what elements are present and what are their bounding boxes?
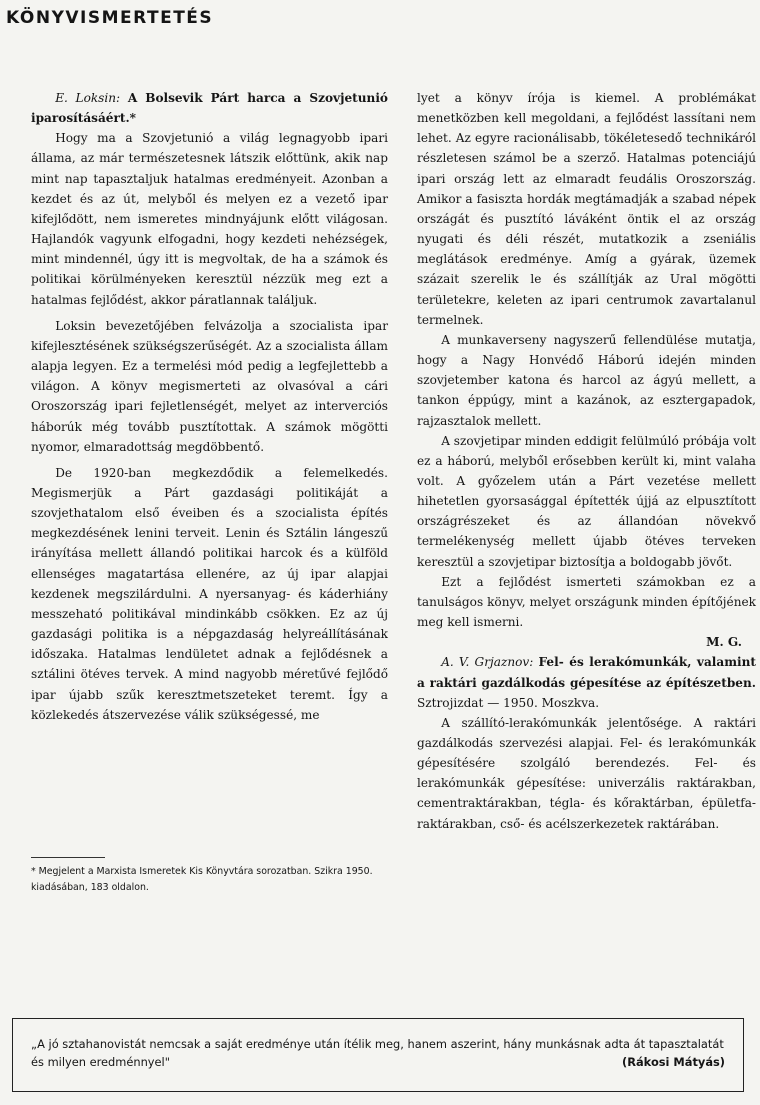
section-heading: KÖNYVISMERTETÉS bbox=[6, 8, 214, 28]
left-column bbox=[31, 88, 388, 725]
review1-paragraph-5: A szovjetipar minden eddigit felülmúló próbája volt ez a háború, melyből erősebben került ki, mint valaha volt. A győzelem után a Párt vezetése mellett hihetetlen gyorsasággal építették újjá az elpusztított országrészeket és az állandóan növekvő termelékenység mellett újabb ötéves terveken keresztül a szovjetipar biztosítja a boldogabb jövőt. bbox=[417, 433, 756, 569]
review1-paragraph-2: Loksin bevezetőjében felvázolja a szocialista ipar kifejlesztésének szükségszerűségét. Az a szocialista állam alapja legyen. Ez a termelési mód pedig a legfejlettebb a világon. A könyv megismerteti az olvasóval a cári Oroszország ipari fejletlenségét, melyet az interverciós háborúk még tovább pusztítottak. A számok mögötti nyomor, elmaradottság megdöbbentő. bbox=[31, 318, 388, 454]
quote-source: (Rákosi Mátyás) bbox=[622, 1055, 725, 1069]
review1-paragraph-1: Hogy ma a Szovjetunió a világ legnagyobb ipari állama, az már természetesnek látszik előttünk, akik nap mint nap tapasztaljuk hatalmas eredményeit. Azonban a kezdet és az út, melyből és melyen ez a vezető ipar kifejlődött, nem ismeretes mindnyájunk előtt világosan. Hajlandók vagyunk elfogadni, hogy kezdeti nehézségek, mint mindennél, úgy itt is megvoltak, de ha a számok és politikai körülményeken keresztül nézzük meg ezt a hatalmas fejlődést, akkor páratlannak találjuk. bbox=[31, 131, 388, 307]
right-column bbox=[417, 88, 756, 834]
review1-title: A Bolsevik Párt harca a Szovjetunió iparosításáért.* bbox=[31, 91, 388, 126]
quote-box bbox=[12, 1018, 744, 1092]
review1-paragraph-3-continued: lyet a könyv írója is kiemel. A problémákat menetközben kell megoldani, a fejlődést lassítani nem lehet. Az egyre racionálisabb, tökéletesedő technikáról részletesen számol be a szerző. Hatalmas potenciájú ipari ország lett az elmaradt feudális Oroszország. Amikor a fasiszta hordák megtámadják a szabad népek országát és pusztító láváként öntik el az ország nyugati és déli részét, mutatkozik a zseniális meglátások eredménye. Amíg a gyárak, üzemek százait szerelik le és szállítják az Ural mögötti területekre, keleten az ipari centrumok zavartalanul termelnek. bbox=[417, 91, 756, 327]
review1-heading bbox=[31, 88, 388, 128]
review2-paragraph-1: A szállító-lerakómunkák jelentősége. A raktári gazdálkodás szervezési alapjai. Fel- és lerakómunkák gépesítésére szolgáló berendezés. Fel- és lerakómunkák gépesítése: univerzális raktárakban, cementraktárakban, tégla- és kőraktárban, épületfa-raktárakban, cső- és acélszerkezetek raktárában. bbox=[417, 715, 756, 831]
review1-signature: M. G. bbox=[706, 635, 742, 650]
review1-paragraph-4: A munkaverseny nagyszerű fellendülése mutatja, hogy a Nagy Honvédő Háború idején minden szovjetember katona és harcol az ágyú mellett, a tankon éppúgy, mint a kazánok, az esztergapadok, rajzasztalok mellett. bbox=[417, 332, 756, 428]
review1-author: E. Loksin: bbox=[55, 91, 121, 105]
review2-author: A. V. Grjaznov: bbox=[441, 655, 534, 670]
review1-paragraph-3-text: De 1920-ban megkezdődik a felemelkedés. Megismerjük a Párt gazdasági politikáját a szovjethatalom első éveiben és a szocialista építés megkezdésének lenini terveit. Lenin és Sztálin lángeszű irányítása mellett állandó politikai harcok és a külföld ellenséges magatartása ellenére, az új ipar alapjai kezdenek megszilárdulni. A nyersanyag- és káderhiány messzeható politikával mindinkább csökken. Ez az új gazdasági politika is a népgazdaság helyreállításának időszaka. Hatalmas lendületet adnak a fejlődésnek a sztálini ötéves tervek. A mind nagyobb méretűvé fejlődő ipar újabb szűk keresztmetszeteket teremt. Így a közlekedés átszervezése válik szükségessé, me bbox=[31, 465, 388, 722]
review2-publisher: Sztrojizdat — 1950. Moszkva. bbox=[417, 695, 600, 710]
review2-heading bbox=[417, 652, 756, 712]
review1-paragraph-3 bbox=[31, 463, 388, 725]
review2-title: Fel- és lerakómunkák, valamint a raktári gazdálkodás gépesítése az építészetben. bbox=[417, 655, 756, 690]
footnote: * Megjelent a Marxista Ismeretek Kis Könyvtára sorozatban. Szikra 1950. kiadásában, 183 oldalon. bbox=[31, 866, 373, 893]
footnote-divider bbox=[31, 857, 105, 858]
review1-paragraph-6: Ezt a fejlődést ismerteti számokban ez a tanulságos könyv, melyet országunk minden építőjének meg kell ismerni. bbox=[417, 574, 756, 630]
quote-text: „A jó sztahanovistát nemcsak a saját eredménye után ítélik meg, hanem aszerint, hány munkásnak adta át tapasztalatát és milyen eredménnyel" bbox=[31, 1037, 724, 1069]
